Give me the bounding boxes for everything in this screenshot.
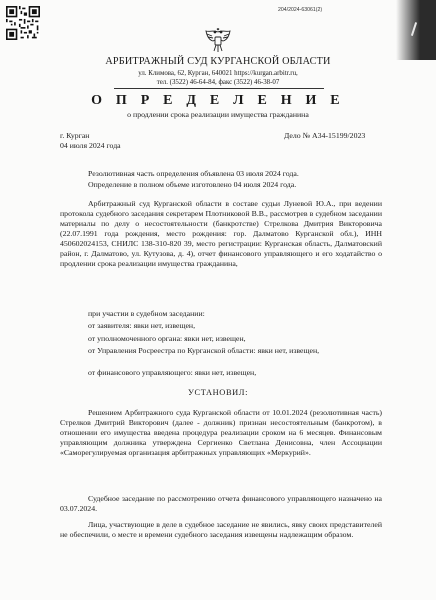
section-heading: УСТАНОВИЛ:: [188, 388, 248, 397]
participants-line: от Управления Росреестра по Курганской области: явки нет, извещен,: [88, 346, 320, 355]
participants-line: от уполномоченного органа: явки нет, извещен,: [88, 334, 246, 343]
document-title: О П Р Е Д Е Л Е Н И Е: [91, 93, 345, 108]
court-name: АРБИТРАЖНЫЙ СУД КУРГАНСКОЙ ОБЛАСТИ: [105, 56, 331, 67]
court-contacts: тел. (3522) 46-64-84, факс (3522) 46-38-07: [156, 79, 280, 86]
parties-paragraph: Лица, участвующие в деле в судебное заседание не явились, явку своих представителей не обеспечили, о месте и времени судебного заседания извещены надлежащим образом.: [60, 520, 382, 539]
page-corner-shadow: [396, 0, 436, 60]
participants-line: от финансового управляющего: явки нет, извещен,: [88, 368, 257, 377]
announcement-line: Резолютивная часть определения объявлена 03 июля 2024 года.: [88, 169, 299, 178]
decision-date: 04 июля 2024 года: [60, 141, 121, 150]
qr-code: [6, 6, 40, 40]
document-id: 204/2024-63061(2): [278, 7, 323, 13]
participants-line: при участии в судебном заседании:: [88, 309, 205, 318]
participants-line: от заявителя: явки нет, извещен,: [88, 321, 196, 330]
decision-paragraph: Решением Арбитражного суда Курганской области от 10.01.2024 (резолютивная часть) Стрелков Дмитрий Викторович (далее - должник) признан несостоятельным (банкротом), в отношении его имущества введена процедура реализации сроком на 6 месяцев. Финансовым управляющим должника утверждена Сергиенко Светлана Денисовна, член Ассоциации «Саморегулируемая организация арбитражных управляющих «Меркурий».: [60, 408, 382, 457]
intro-paragraph: Арбитражный суд Курганской области в составе судьи Луневой Ю.А., при ведении протокола судебного заседания секретарем Плотниковой В.В., рассмотрев в судебном заседании материалы по делу о несостоятельности (банкротстве) Стрелкова Дмитрия Викторовича (22.07.1991 года рождения, место рождения: гор. Далматово Курганской обл.), ИНН 450602024153, СНИЛС 138-310-820 39, место регистрации: Курганская область, Далматовский район, г. Далматово, ул. Кутузова, д. 4), отчет финансового управляющего и его ходатайство о продлении срока реализации имущества гражданина,: [60, 199, 382, 268]
case-number: Дело № А34-15199/2023: [284, 131, 366, 140]
announcement-line: Определение в полном объеме изготовлено 04 июля 2024 года.: [88, 180, 297, 189]
city-date-block: [60, 131, 121, 151]
document-subtitle: о продлении срока реализации имущества гражданина: [127, 110, 309, 119]
hearing-paragraph: Судебное заседание по рассмотрению отчета финансового управляющего назначено на 03.07.2024.: [60, 494, 382, 513]
court-address: ул. Климова, 62, Курган, 640021 https://kurgan.arbitr.ru,: [138, 70, 298, 77]
header-divider: [114, 88, 324, 89]
city: г. Курган: [60, 131, 90, 140]
coat-of-arms-emblem: [204, 28, 232, 54]
